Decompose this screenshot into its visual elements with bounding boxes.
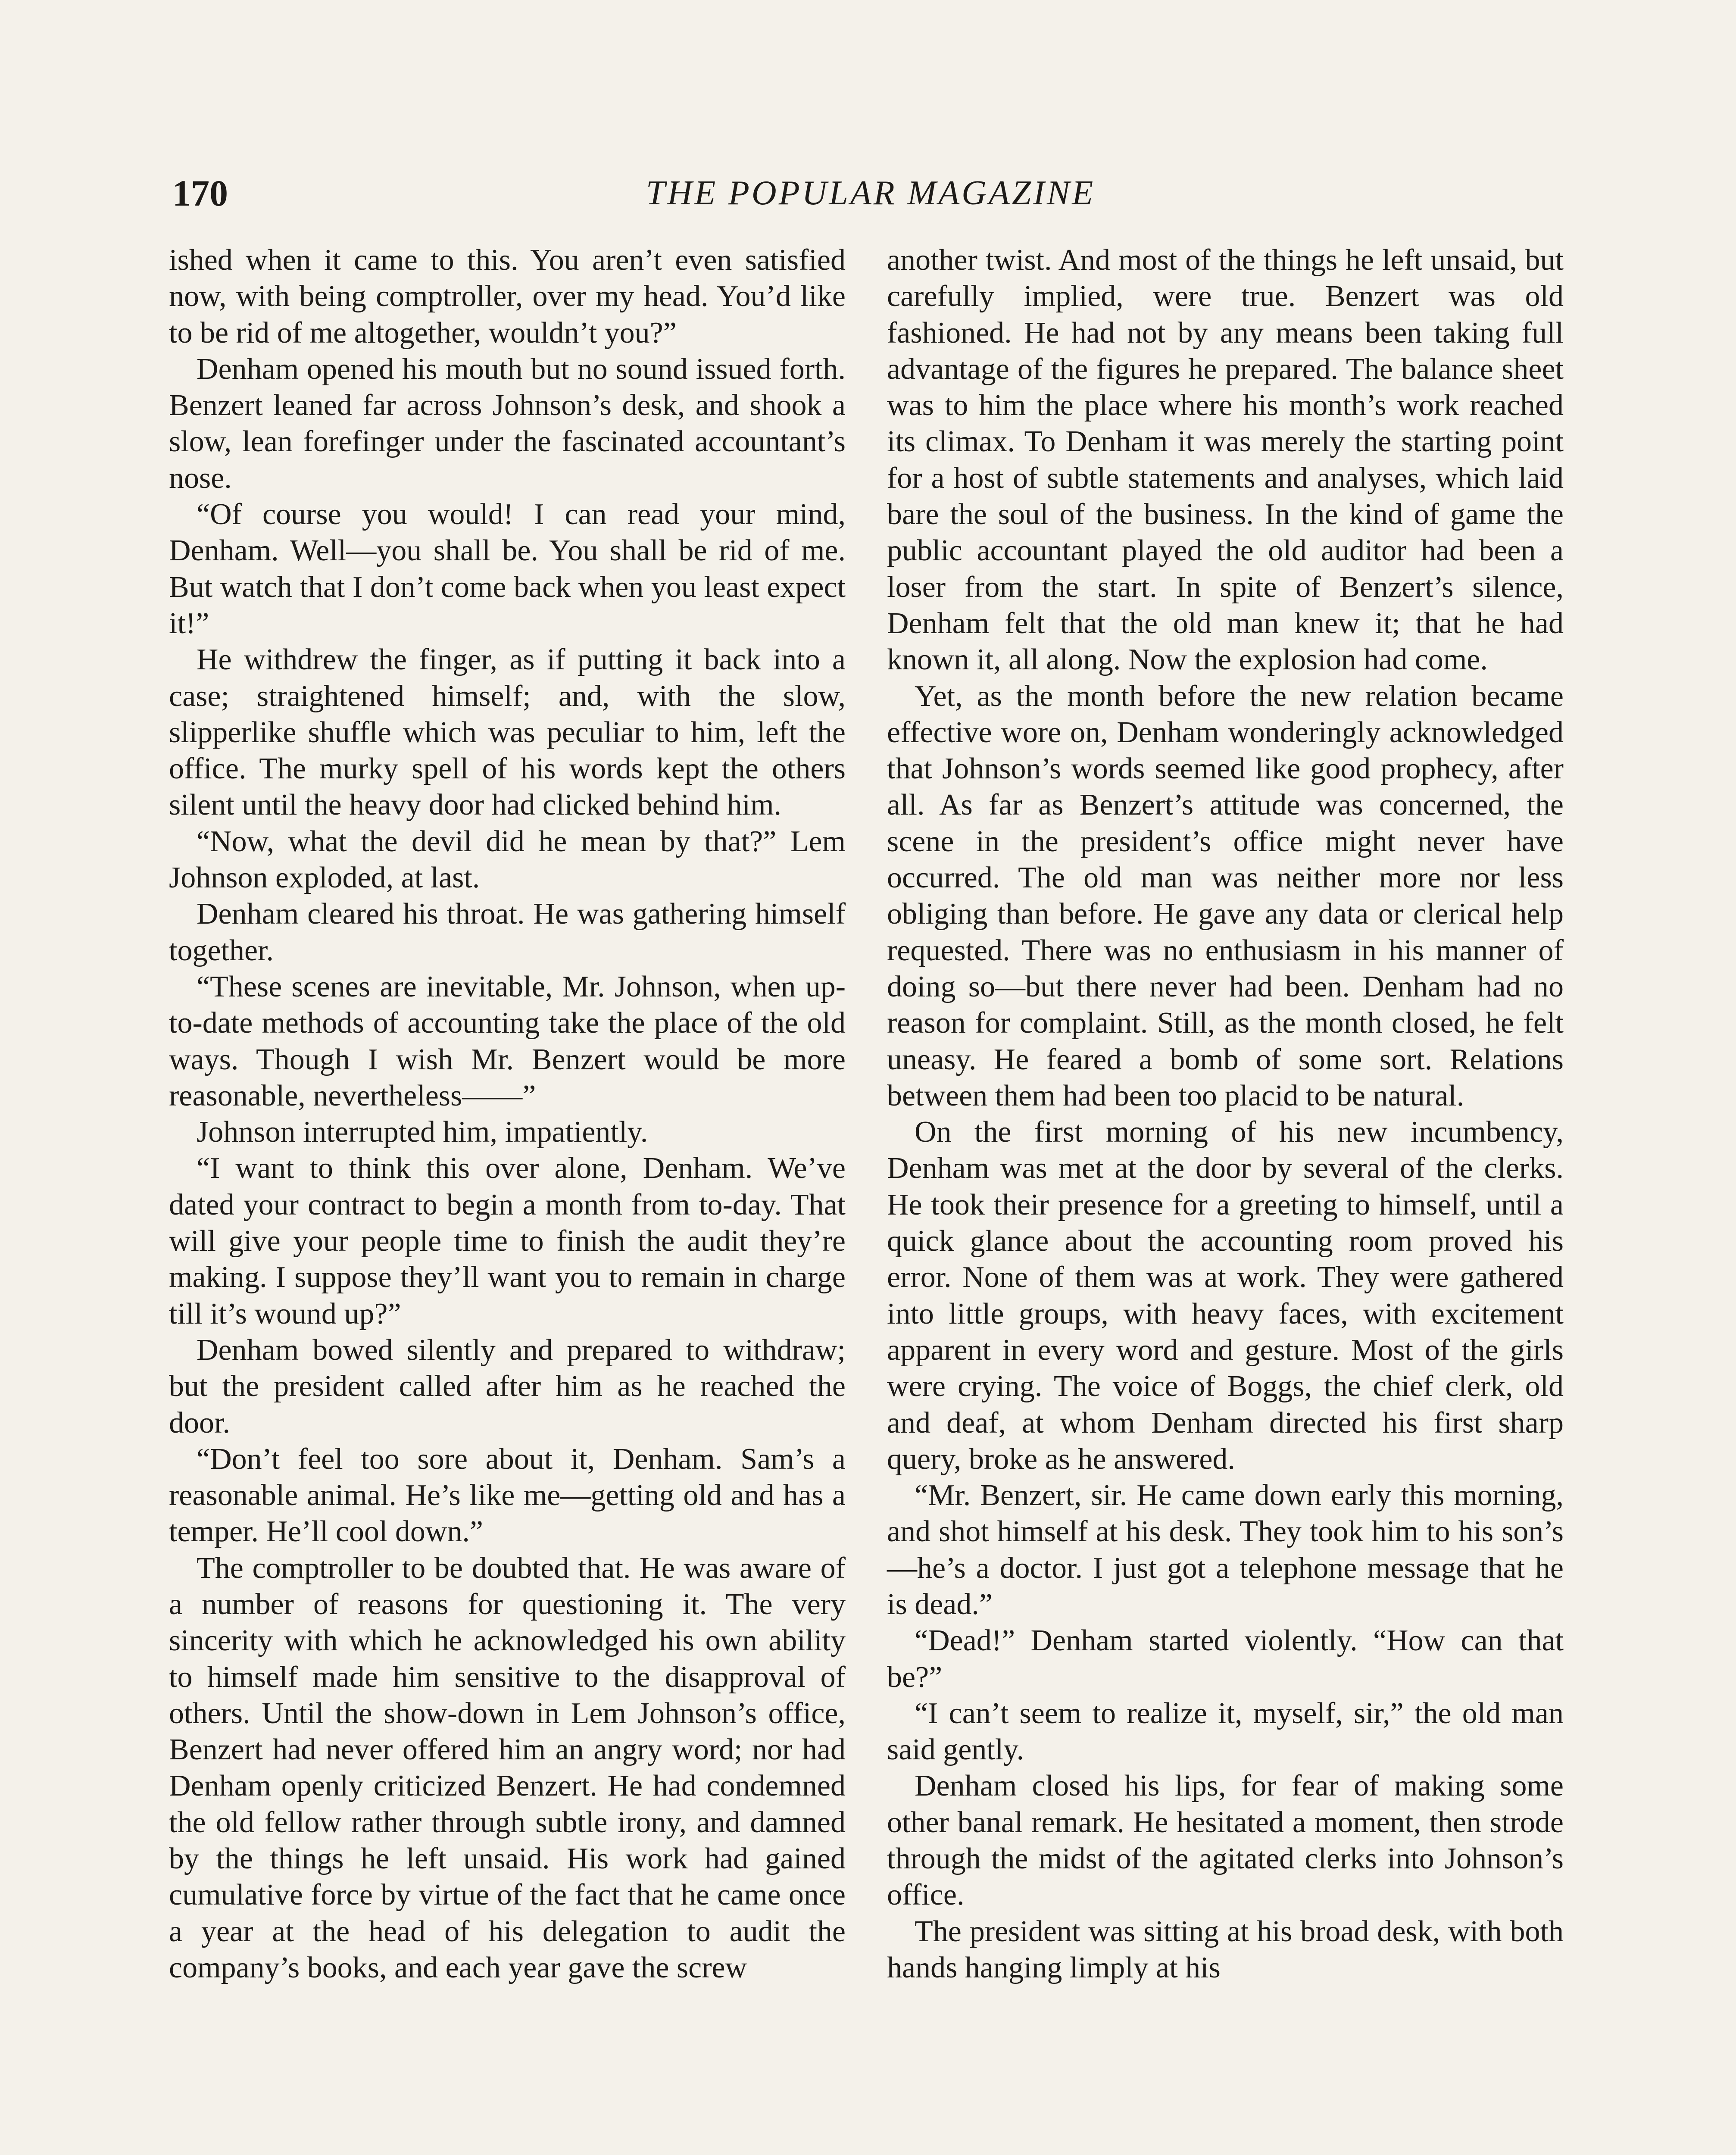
paragraph: “Don’t feel too sore about it, Denham. Sam’s a reasonable animal. He’s like me—getting old and has a temper. He’ll cool down.” <box>169 1442 846 1549</box>
paragraph: Denham bowed silently and prepared to withdraw; but the president called after him as he reached the door. <box>169 1333 846 1440</box>
paragraph: The comptroller to be doubted that. He was aware of a number of reasons for questioning it. The very sincerity with which he acknowledged his own ability to himself made him sensitive to the disapproval of others. Until the show-down in Lem Johnson’s office, Benzert had never offered him an angry word; nor had Denham openly criticized Benzert. He had condemned the old fellow rather through subtle irony, and damned by the things he left unsaid. His work had gained cumulative force by virtue of the fact that he came once a year at the head of his delegation to audit the company’s books, and each year gave the screw <box>169 1551 846 1984</box>
paragraph: “Dead!” Denham started violently. “How can that be?” <box>887 1624 1564 1694</box>
paragraph: On the first morning of his new incumbency, Denham was met at the door by several of the clerks. He took their presence for a greeting to himself, until a quick glance about the accounting room proved his error. None of them was at work. They were gathered into little groups, with heavy faces, with excitement apparent in every word and gesture. Most of the girls were crying. The voice of Boggs, the chief clerk, old and deaf, at whom Denham directed his first sharp query, broke as he answered. <box>887 1115 1564 1476</box>
paragraph: Denham cleared his throat. He was gathering himself together. <box>169 897 846 967</box>
paragraph: He withdrew the finger, as if putting it back into a case; straightened himself; and, with the slow, slipperlike shuffle which was peculiar to him, left the office. The murky spell of his words kept the others silent until the heavy door had clicked behind him. <box>169 643 846 822</box>
page-number: 170 <box>172 172 228 214</box>
paragraph: “I can’t seem to realize it, myself, sir,” the old man said gently. <box>887 1696 1564 1767</box>
paragraph: “These scenes are inevitable, Mr. Johnson, when up-to-date methods of accounting take the place of the old ways. Though I wish Mr. Benzert would be more reasonable, nevertheless——” <box>169 970 846 1112</box>
paragraph: Johnson interrupted him, impatiently. <box>197 1115 648 1149</box>
left-column <box>169 242 846 1986</box>
paragraph: “I want to think this over alone, Denham. We’ve dated your contract to begin a month from to-day. That will give your people time to finish the audit they’re making. I suppose they’ll want you to remain in charge till it’s wound up?” <box>169 1152 846 1330</box>
right-column <box>887 242 1564 1986</box>
paragraph: The president was sitting at his broad desk, with both hands hanging limply at his <box>887 1915 1564 1984</box>
paragraph: ished when it came to this. You aren’t even satisfied now, with being comptroller, over my head. You’d like to be rid of me altogether, wouldn’t you?” <box>169 244 846 350</box>
running-title: THE POPULAR MAGAZINE <box>646 174 1096 212</box>
page-header <box>172 167 1569 219</box>
paragraph: Denham opened his mouth but no sound issued forth. Benzert leaned far across Johnson’s desk, and shook a slow, lean forefinger under the fascinated accountant’s nose. <box>169 352 846 495</box>
paragraph: Yet, as the month before the new relation became effective wore on, Denham wonderingly acknowledged that Johnson’s words seemed like good prophecy, after all. As far as Benzert’s attitude was concerned, the scene in the president’s office might never have occurred. The old man was neither more nor less obliging than before. He gave any data or clerical help requested. There was no enthusiasm in his manner of doing so—but there never had been. Denham had no reason for complaint. Still, as the month closed, he felt uneasy. He feared a bomb of some sort. Relations between them had been too placid to be natural. <box>887 679 1564 1112</box>
paragraph: another twist. And most of the things he left unsaid, but carefully implied, were true. Benzert was old fashioned. He had not by any means been taking full advantage of the figures he prepared. The balance sheet was to him the place where his month’s work reached its climax. To Denham it was merely the starting point for a host of subtle statements and analyses, which laid bare the soul of the business. In the kind of game the public accountant played the old auditor had been a loser from the start. In spite of Benzert’s silence, Denham felt that the old man knew it; that he had known it, all along. Now the explosion had come. <box>887 244 1564 677</box>
paragraph: “Now, what the devil did he mean by that?” Lem Johnson exploded, at last. <box>169 825 846 895</box>
paragraph: “Mr. Benzert, sir. He came down early this morning, and shot himself at his desk. They took him to his son’s—he’s a doctor. I just got a telephone message that he is dead.” <box>887 1479 1564 1621</box>
paragraph: “Of course you would! I can read your mind, Denham. Well—you shall be. You shall be rid of me. But watch that I don’t come back when you least expect it!” <box>169 498 846 640</box>
paragraph: Denham closed his lips, for fear of making some other banal remark. He hesitated a moment, then strode through the midst of the agitated clerks into Johnson’s office. <box>887 1769 1564 1912</box>
